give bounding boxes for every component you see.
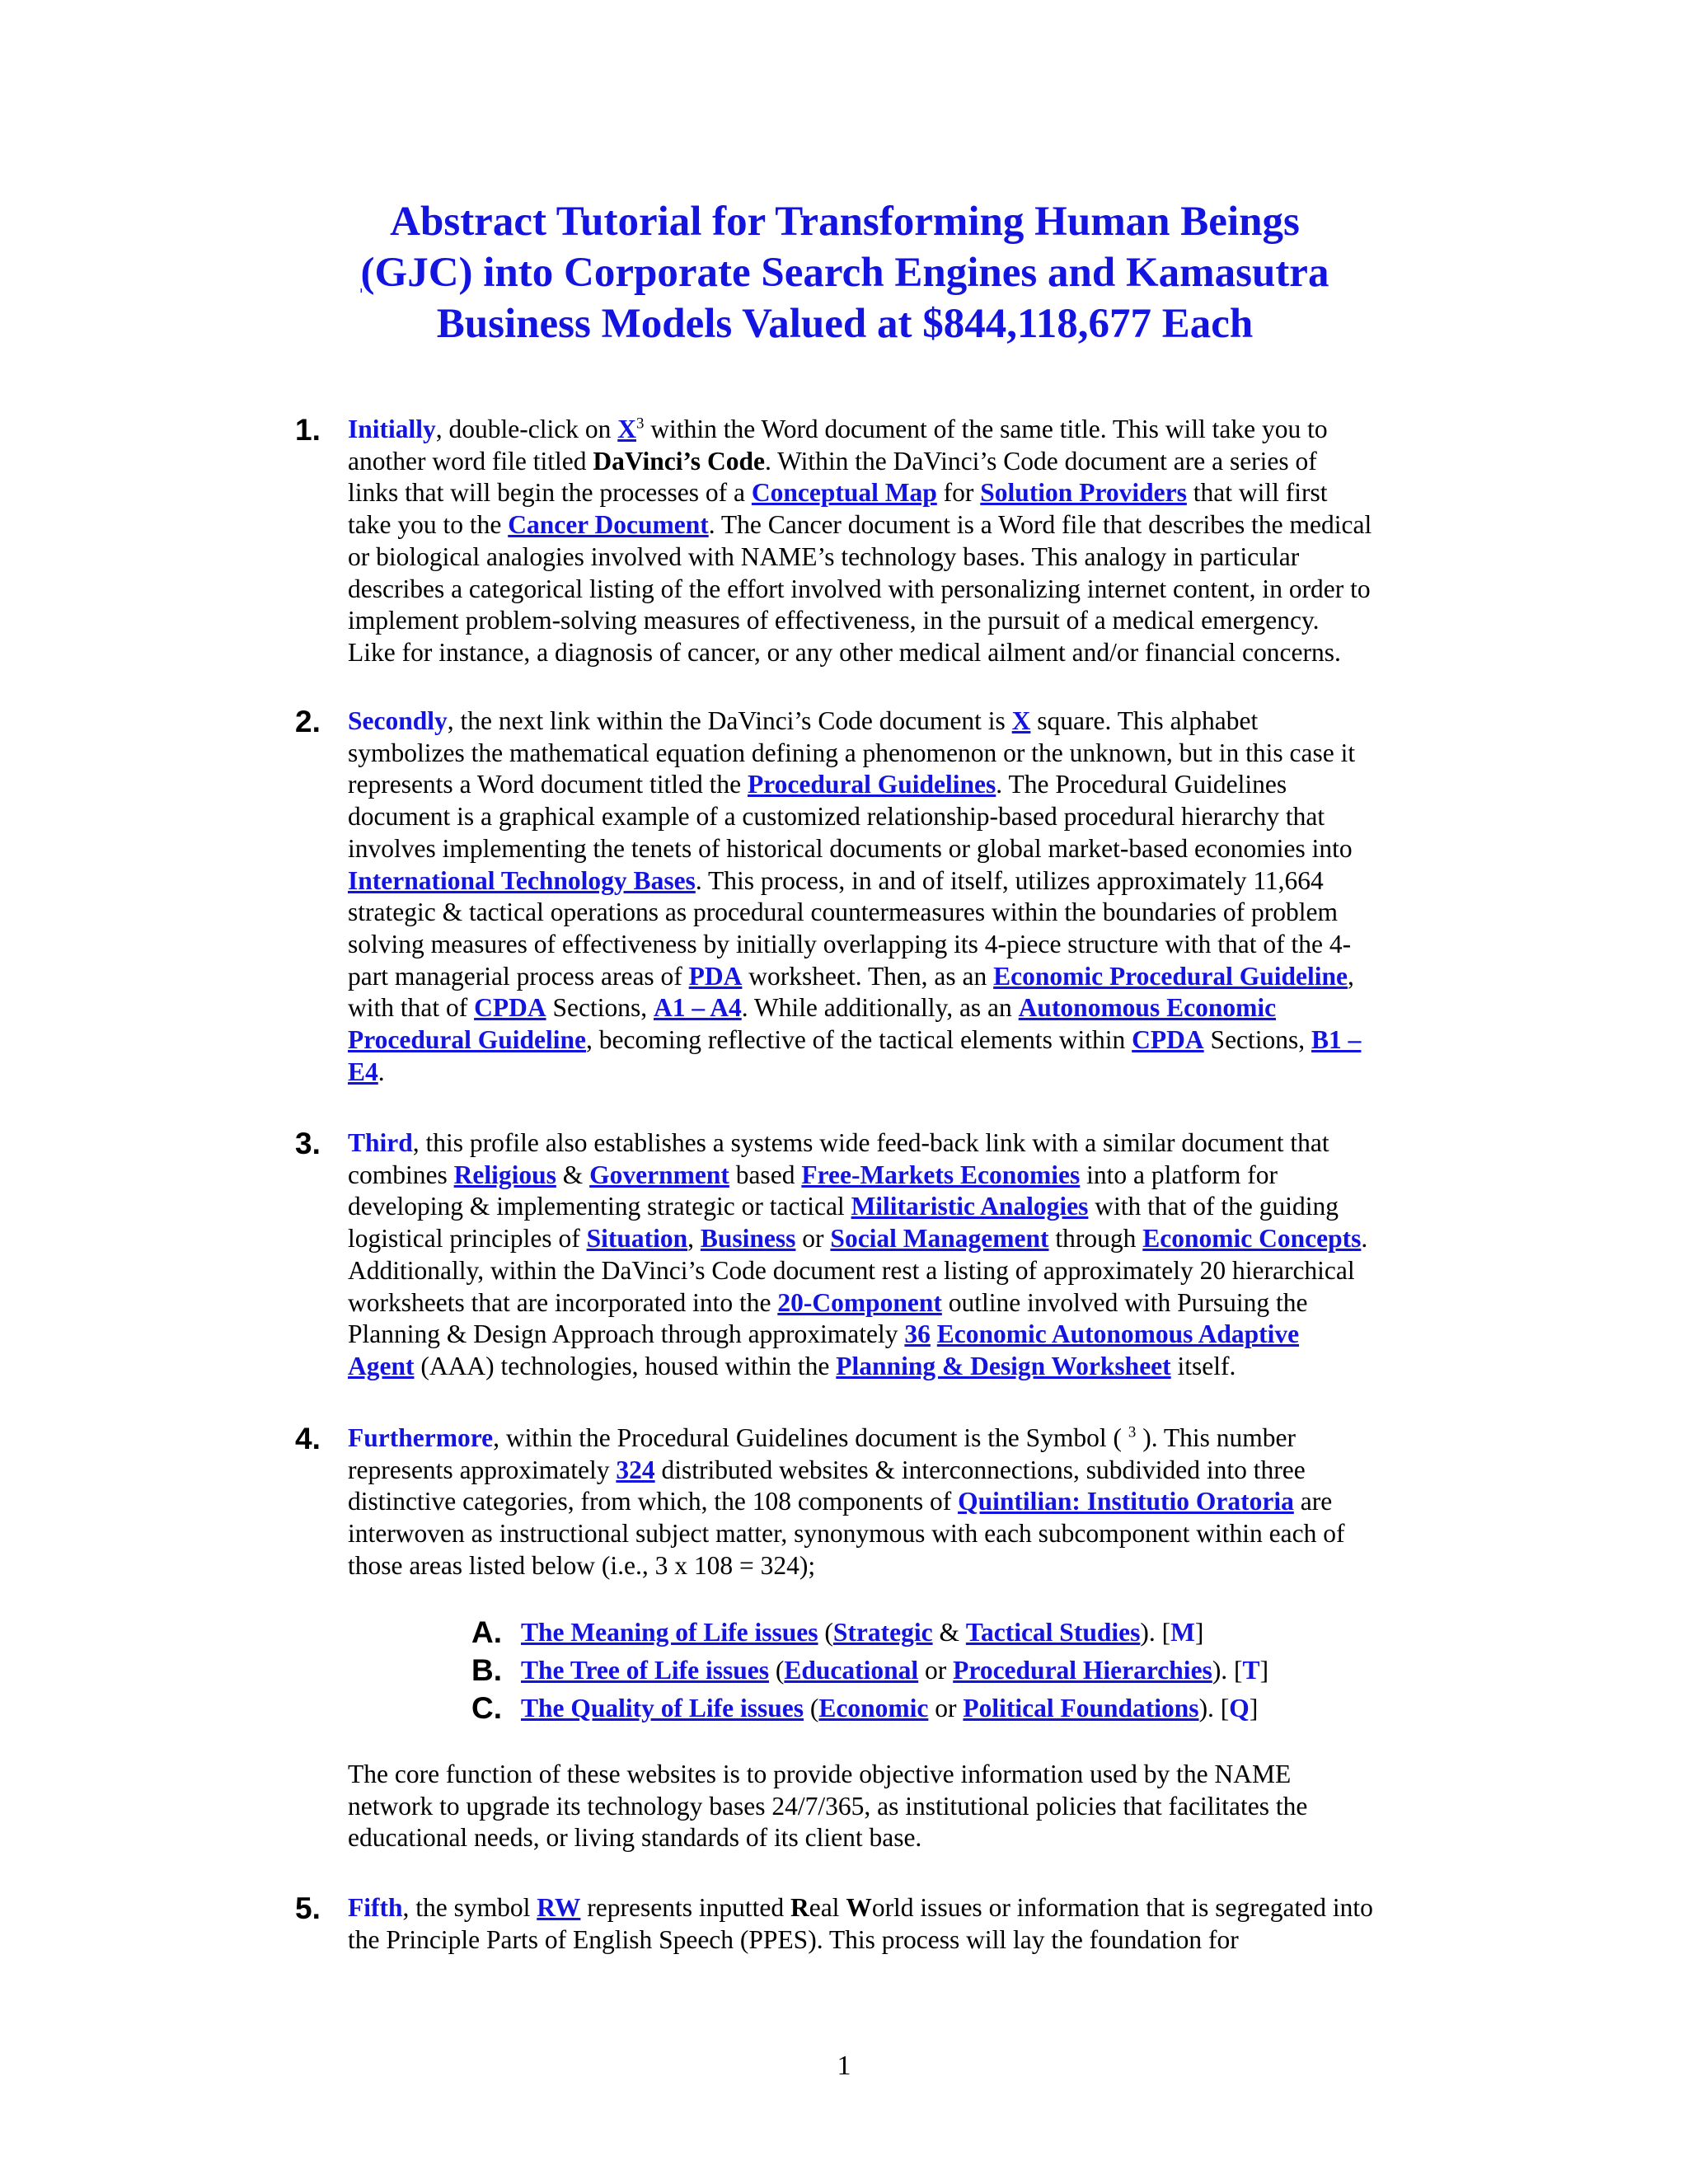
hyperlink[interactable]: Economic	[818, 1694, 929, 1722]
hyperlink[interactable]: CPDA	[1132, 1025, 1204, 1055]
item-line	[348, 414, 1449, 446]
text-run: describes a categorical listing of the effort involved with personalizing internet content, in order to	[348, 574, 1371, 603]
hyperlink[interactable]: Solution Providers	[980, 478, 1187, 508]
text-run: involves implementing the tenets of historical documents or global market-based economies into	[348, 833, 1353, 863]
text-run: outline involved with Pursuing the	[941, 1287, 1308, 1317]
text-run: logistical principles of	[348, 1224, 587, 1254]
hyperlink[interactable]: Free-Markets Economies	[801, 1160, 1081, 1189]
item-line	[348, 1319, 1449, 1351]
text-run: worksheet. Then, as an	[742, 961, 994, 991]
hyperlink[interactable]: Economic Procedural Guideline	[993, 961, 1348, 991]
item-number: 4.	[295, 1422, 321, 1455]
text-run: represents a Word document titled the	[348, 770, 748, 799]
text-run: part managerial process areas of	[348, 961, 689, 991]
hyperlink[interactable]: Educational	[784, 1656, 919, 1685]
item-line	[348, 1486, 1449, 1518]
hyperlink[interactable]: RW	[537, 1893, 581, 1922]
text-run: those areas listed below (i.e., 3 x 108 = 324);	[348, 1550, 816, 1580]
hyperlink[interactable]: PDA	[688, 961, 743, 991]
item-line	[348, 738, 1449, 770]
lead-word: Initially	[348, 415, 436, 443]
text-run: ). [	[1140, 1618, 1171, 1647]
item-line	[348, 446, 1449, 478]
item-line	[348, 477, 1449, 509]
item-line	[348, 929, 1449, 961]
sub-item-letter: C.	[471, 1691, 502, 1725]
item-line	[348, 769, 1449, 801]
text-run: or	[928, 1694, 964, 1722]
item-line	[348, 1892, 1449, 1924]
text-run: or	[795, 1224, 831, 1254]
list-item-3	[295, 1127, 1449, 1383]
text-run: , within the Procedural Guidelines document is the Symbol (	[493, 1423, 1128, 1452]
hyperlink[interactable]: Religious	[453, 1160, 556, 1189]
lead-word: Furthermore	[348, 1423, 494, 1452]
text-run: interwoven as instructional subject matter, synonymous with each subcomponent within each of	[348, 1519, 1345, 1549]
item-line	[348, 961, 1449, 993]
sub-list-item	[471, 1652, 1378, 1690]
hyperlink[interactable]: CPDA	[474, 993, 546, 1023]
core-paragraph	[348, 1759, 1452, 1854]
text-run: with that of	[348, 993, 475, 1023]
sub-list-item	[471, 1614, 1378, 1652]
text-run: (	[769, 1656, 785, 1685]
item-line	[348, 509, 1449, 541]
list-item-2	[295, 705, 1449, 1088]
lead-word: Q	[1229, 1694, 1250, 1722]
text-run: combines	[348, 1160, 454, 1189]
text-run: ). [	[1198, 1694, 1230, 1722]
hyperlink[interactable]: Cancer Document	[508, 510, 709, 540]
sub-list	[471, 1614, 1378, 1727]
text-run: symbolizes the mathematical equation defining a phenomenon or the unknown, but in this case it	[348, 738, 1356, 767]
text-run: ). [	[1212, 1656, 1243, 1685]
hyperlink[interactable]: Procedural Hierarchies	[953, 1656, 1212, 1685]
paragraph-line: network to upgrade its technology bases 24/7/365, as institutional policies that facilitates the	[348, 1791, 1308, 1821]
item-line	[348, 705, 1449, 738]
text-run: orld issues or information that is segregated into	[871, 1893, 1373, 1922]
item-line	[348, 637, 1449, 669]
text-run: ,	[1348, 961, 1354, 991]
text-run: through	[1048, 1224, 1143, 1254]
text-run: represents inputted	[580, 1893, 790, 1922]
item-line	[348, 801, 1449, 833]
text-run: Like for instance, a diagnosis of cancer, or any other medical ailment and/or financial concerns.	[348, 637, 1341, 667]
text-run: with that of the guiding	[1088, 1192, 1339, 1221]
text-run: Sections,	[546, 993, 654, 1023]
title-line-1: Abstract Tutorial for Transforming Human Beings	[390, 199, 1300, 245]
text-run: ). This number	[1136, 1423, 1296, 1452]
text-run: , double-click on	[435, 415, 618, 443]
item-body	[348, 1892, 1449, 1956]
lead-word: Third	[348, 1128, 413, 1157]
text-run: worksheets that are incorporated into the	[348, 1287, 778, 1317]
item-line	[348, 1223, 1449, 1255]
text-run: implement problem-solving measures of effectiveness, in the pursuit of a medical emergency.	[348, 606, 1320, 635]
text-run: Planning & Design Approach through approximately	[348, 1319, 905, 1349]
text-run: ]	[1249, 1694, 1259, 1722]
bold-text: R	[790, 1893, 809, 1922]
hyperlink[interactable]: Economic Concepts	[1142, 1224, 1362, 1254]
text-run: distributed websites & interconnections, subdivided into three	[654, 1455, 1306, 1484]
hyperlink[interactable]: Quintilian: Institutio Oratoria	[958, 1487, 1294, 1516]
item-line	[348, 992, 1449, 1024]
paragraph-line: educational needs, or living standards of its client base.	[348, 1823, 922, 1853]
text-run: itself.	[1170, 1351, 1236, 1380]
item-line	[348, 1191, 1449, 1223]
title-abbr: GJC	[374, 250, 459, 296]
hyperlink[interactable]: Social Management	[830, 1224, 1049, 1254]
text-run: or biological analogies involved with NAME’s technology bases. This analogy in particular	[348, 541, 1300, 571]
hyperlink[interactable]: The Meaning of Life issues	[521, 1618, 818, 1647]
lead-word: Fifth	[348, 1893, 403, 1922]
text-run: based	[729, 1160, 802, 1189]
hyperlink[interactable]: Tactical Studies	[965, 1618, 1141, 1647]
item-body	[348, 705, 1449, 1088]
text-run: .	[377, 1057, 385, 1086]
title-line-3: Business Models Valued at $844,118,677 Each	[436, 301, 1254, 347]
text-run: within the Word document of the same title. This will take you to	[644, 415, 1328, 443]
text-run: (	[804, 1694, 819, 1722]
hyperlink[interactable]: B1 –	[1311, 1025, 1362, 1055]
item-number: 5.	[295, 1891, 321, 1925]
item-number: 1.	[295, 413, 321, 447]
hyperlink[interactable]: Planning & Design Worksheet	[836, 1351, 1171, 1380]
item-line	[348, 1455, 1449, 1487]
text-run: the Principle Parts of English Speech (PPES). This process will lay the foundation for	[348, 1924, 1239, 1954]
text-run: (	[818, 1618, 833, 1647]
title-line-2-rest: ) into Corporate Search Engines and Kamasutra	[458, 250, 1329, 296]
sub-item-letter: A.	[471, 1615, 502, 1649]
text-run: strategic & tactical operations as procedural countermeasures within the boundaries of problem	[348, 898, 1338, 927]
text-run: take you to the	[348, 510, 509, 540]
text-run: are	[1293, 1487, 1333, 1516]
superscript: 3	[1128, 1423, 1137, 1441]
hyperlink[interactable]: 20-Component	[777, 1287, 942, 1317]
text-run: , becoming reflective of the tactical elements within	[586, 1025, 1132, 1055]
item-number: 3.	[295, 1127, 321, 1160]
lead-word: T	[1242, 1656, 1260, 1685]
hyperlink[interactable]: Economic Autonomous Adaptive	[936, 1319, 1300, 1349]
list-item-5	[295, 1892, 1449, 1956]
bold-text: DaVinci’s Code	[593, 446, 765, 476]
text-run	[931, 1319, 937, 1348]
text-run: represents approximately	[348, 1455, 617, 1484]
text-run: for	[936, 478, 981, 508]
item-line	[348, 1160, 1449, 1192]
text-run: solving measures of effectiveness by initially overlapping its 4-piece structure with that of the 4-	[348, 929, 1352, 958]
hyperlink[interactable]: Strategic	[832, 1618, 933, 1647]
text-run: . The Cancer document is a Word file that describes the medical	[708, 510, 1372, 540]
item-line	[348, 1924, 1449, 1957]
hyperlink[interactable]: X	[1011, 706, 1031, 735]
sub-item-text	[521, 1690, 1258, 1727]
bold-text: W	[846, 1893, 872, 1922]
item-line	[348, 1550, 1449, 1582]
text-run: distinctive categories, from which, the 108 components of	[348, 1487, 959, 1516]
text-run: ]	[1194, 1618, 1204, 1647]
sub-item-letter: B.	[471, 1653, 502, 1687]
text-run: ]	[1259, 1656, 1269, 1685]
text-run: . Within the DaVinci’s Code document are a series of	[764, 446, 1317, 476]
text-run: Additionally, within the DaVinci’s Code document rest a listing of approximately 20 hierarchical	[348, 1255, 1355, 1285]
text-run: &	[932, 1618, 966, 1647]
text-run: Sections,	[1203, 1025, 1312, 1055]
hyperlink[interactable]: Militaristic Analogies	[851, 1192, 1089, 1221]
hyperlink[interactable]: Procedural Guidelines	[748, 770, 996, 799]
title-open-paren-link[interactable]: (	[360, 250, 375, 296]
item-line	[348, 574, 1449, 606]
hyperlink[interactable]: Autonomous Economic	[1018, 993, 1277, 1023]
text-run: . The Procedural Guidelines	[996, 770, 1287, 799]
hyperlink[interactable]: Political Foundations	[963, 1694, 1199, 1722]
hyperlink[interactable]: 324	[616, 1455, 655, 1484]
hyperlink[interactable]: Business	[700, 1224, 796, 1254]
text-run: . This process, in and of itself, utilizes approximately 11,664	[695, 865, 1324, 895]
text-run: , the next link within the DaVinci’s Code document is	[447, 706, 1012, 735]
sub-list-item	[471, 1690, 1378, 1727]
hyperlink[interactable]: Situation	[586, 1224, 688, 1254]
text-run: , this profile also establishes a systems wide feed-back link with a similar document that	[412, 1128, 1329, 1157]
text-run: or	[918, 1656, 954, 1685]
text-run: , the symbol	[402, 1893, 537, 1922]
item-line	[348, 1255, 1449, 1287]
item-line	[348, 1351, 1449, 1383]
hyperlink[interactable]: Conceptual Map	[751, 478, 937, 508]
item-line	[348, 1287, 1449, 1319]
document-title	[272, 196, 1418, 349]
hyperlink[interactable]: International Technology Bases	[348, 865, 696, 895]
item-body	[348, 414, 1449, 669]
text-run: square. This alphabet	[1030, 706, 1259, 735]
text-run: .	[1361, 1224, 1368, 1254]
lead-word: Secondly	[348, 706, 448, 735]
hyperlink[interactable]: The Tree of Life issues	[521, 1656, 769, 1685]
list-item-1	[295, 414, 1449, 669]
text-run: eal	[809, 1893, 846, 1922]
sub-item-text	[521, 1652, 1268, 1690]
text-run: . While additionally, as an	[741, 993, 1019, 1023]
item-body	[348, 1127, 1449, 1383]
item-line	[348, 541, 1449, 574]
hyperlink[interactable]: 36	[904, 1319, 931, 1349]
page-number: 1	[837, 2050, 851, 2081]
item-line	[348, 1127, 1449, 1160]
item-line	[348, 897, 1449, 929]
sub-item-text	[521, 1614, 1203, 1652]
text-run: that will first	[1186, 478, 1328, 508]
text-run: document is a graphical example of a customized relationship-based procedural hierarchy that	[348, 802, 1325, 832]
text-run: ,	[687, 1224, 701, 1254]
text-run: links that will begin the processes of a	[348, 478, 752, 508]
item-line	[348, 1422, 1449, 1455]
hyperlink[interactable]: Government	[589, 1160, 729, 1189]
item-line	[348, 1057, 1449, 1089]
hyperlink[interactable]: A1 – A4	[653, 993, 742, 1023]
text-run: into a platform for	[1080, 1160, 1278, 1189]
item-line	[348, 605, 1449, 637]
item-body	[348, 1422, 1449, 1582]
text-run: (AAA) technologies, housed within the	[414, 1351, 837, 1380]
hyperlink[interactable]: X	[617, 415, 636, 443]
paragraph-line: The core function of these websites is to provide objective information used by the NAME	[348, 1760, 1292, 1788]
item-line	[348, 833, 1449, 865]
list-item-4	[295, 1422, 1449, 1582]
hyperlink[interactable]: Agent	[348, 1351, 415, 1380]
superscript: 3	[635, 415, 645, 433]
lead-word: M	[1170, 1618, 1195, 1647]
item-number: 2.	[295, 705, 321, 738]
item-line	[348, 1518, 1449, 1550]
item-line	[348, 865, 1449, 898]
text-run: developing & implementing strategic or tactical	[348, 1192, 851, 1221]
text-run: another word file titled	[348, 446, 593, 476]
hyperlink[interactable]: Procedural Guideline	[348, 1025, 587, 1055]
text-run: &	[556, 1160, 590, 1189]
item-line	[348, 1024, 1449, 1057]
hyperlink[interactable]: The Quality of Life issues	[521, 1694, 804, 1722]
title-line-2	[272, 247, 1418, 298]
hyperlink[interactable]: E4	[348, 1057, 378, 1086]
